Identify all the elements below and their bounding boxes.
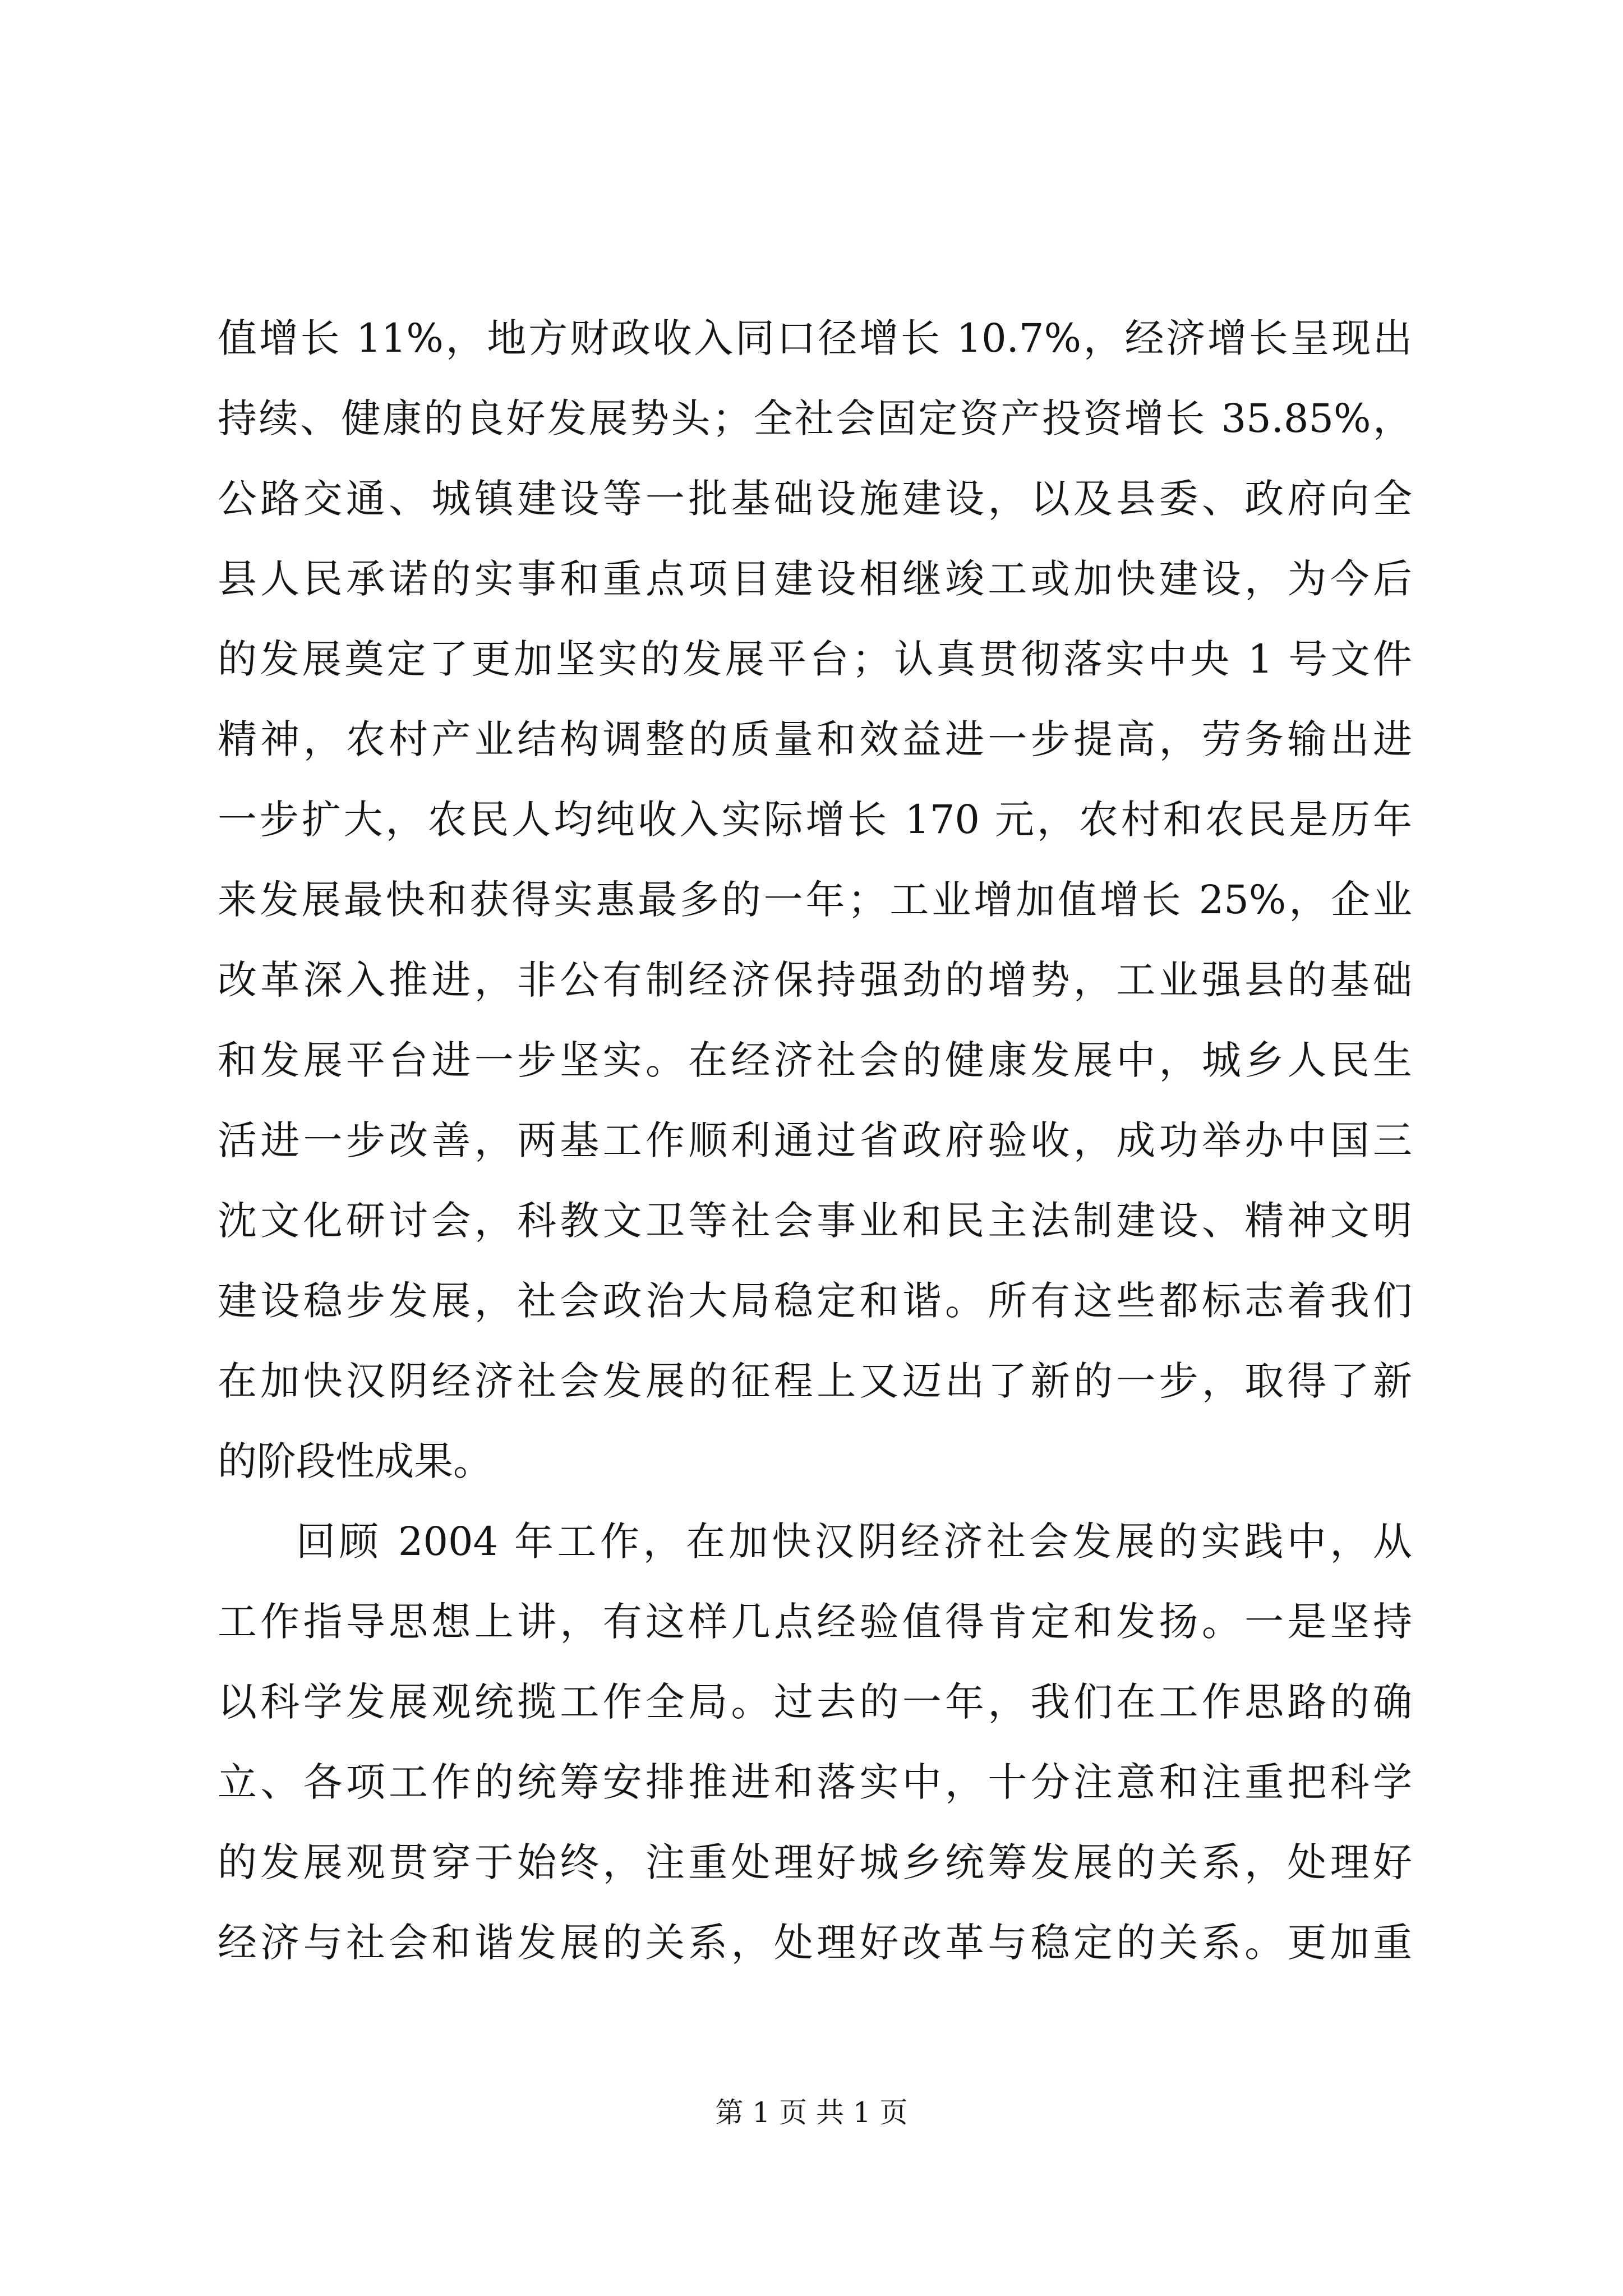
body-line: 在加快汉阴经济社会发展的征程上又迈出了新的一步，取得了新 [218, 1358, 1412, 1404]
body-line: 的阶段性成果。 [218, 1438, 492, 1484]
body-line: 的发展奠定了更加坚实的发展平台；认真贯彻落实中央 1 号文件 [218, 636, 1412, 682]
body-line: 活进一步改善，两基工作顺利通过省政府验收，成功举办中国三 [218, 1117, 1412, 1163]
body-line: 持续、健康的良好发展势头；全社会固定资产投资增长 35.85%， [218, 395, 1412, 441]
body-line: 的发展观贯穿于始终，注重处理好城乡统筹发展的关系，处理好 [218, 1839, 1412, 1885]
body-line: 和发展平台进一步坚实。在经济社会的健康发展中，城乡人民生 [218, 1037, 1412, 1083]
body-line: 公路交通、城镇建设等一批基础设施建设，以及县委、政府向全 [218, 476, 1412, 522]
paragraph-first-line: 回顾 2004 年工作，在加快汉阴经济社会发展的实践中，从 [296, 1519, 1412, 1565]
body-line: 来发展最快和获得实惠最多的一年；工业增加值增长 25%，企业 [218, 877, 1412, 923]
body-line: 一步扩大，农民人均纯收入实际增长 170 元，农村和农民是历年 [218, 797, 1412, 843]
body-line: 改革深入推进，非公有制经济保持强劲的增势，工业强县的基础 [218, 957, 1412, 1003]
body-line: 立、各项工作的统筹安排推进和落实中，十分注意和注重把科学 [218, 1759, 1412, 1805]
body-line: 精神，农村产业结构调整的质量和效益进一步提高，劳务输出进 [218, 716, 1412, 762]
body-line: 工作指导思想上讲，有这样几点经验值得肯定和发扬。一是坚持 [218, 1599, 1412, 1645]
body-line: 建设稳步发展，社会政治大局稳定和谐。所有这些都标志着我们 [218, 1278, 1412, 1324]
body-line: 以科学发展观统揽工作全局。过去的一年，我们在工作思路的确 [218, 1679, 1412, 1725]
document-body [218, 298, 1412, 1983]
page-footer: 第 1 页 共 1 页 [715, 2096, 908, 2129]
body-line: 沈文化研讨会，科教文卫等社会事业和民主法制建设、精神文明 [218, 1198, 1412, 1244]
body-line: 县人民承诺的实事和重点项目建设相继竣工或加快建设，为今后 [218, 556, 1412, 602]
body-line: 经济与社会和谐发展的关系，处理好改革与稳定的关系。更加重 [218, 1920, 1412, 1966]
body-line: 值增长 11%，地方财政收入同口径增长 10.7%，经济增长呈现出 [218, 315, 1412, 361]
